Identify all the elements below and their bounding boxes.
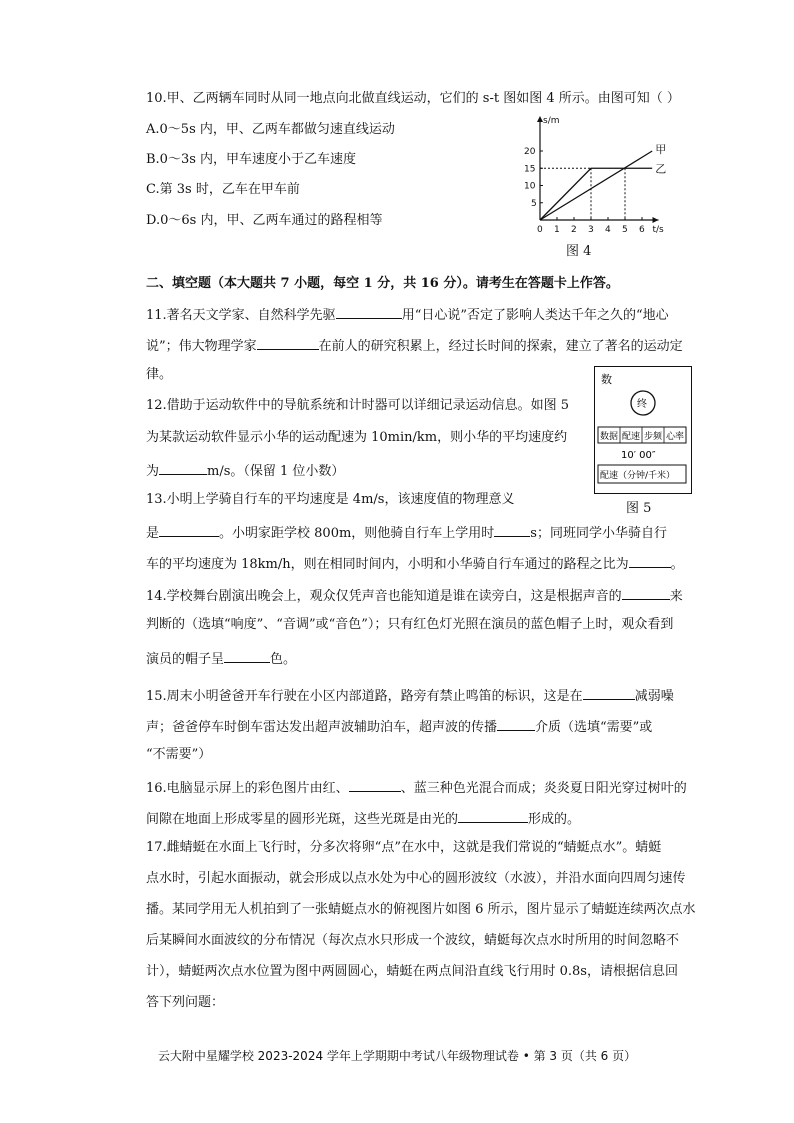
- q10-option-b: B.0～3s 内，甲车速度小于乙车速度: [146, 152, 357, 167]
- fig5-cell-pace: 配速: [622, 432, 641, 442]
- q12-text-3b: m/s。（保留 1 位小数）: [207, 464, 345, 479]
- fig5-cell-data: 数据: [600, 432, 619, 442]
- q17-line-3: 播。某同学用无人机拍到了一张蜻蜓点水的俯视图片如图 6 所示，图片显示了蜻蜓连续两次点水: [146, 902, 696, 917]
- q10-option-a: A.0～5s 内，甲、乙两车都做匀速直线运动: [146, 122, 395, 137]
- q11-text-1b: 用“日心说”否定了影响人类达千年之久的“地心: [401, 308, 669, 323]
- q16-blank-2: [458, 808, 528, 823]
- q17-line-5: 计），蜻蜓两次点水位置为图中两圆圆心，蜻蜓在两点间沿直线飞行用时 0.8s，请根据信息回: [146, 964, 678, 979]
- q14-text-3a: 演员的帽子呈: [146, 652, 225, 667]
- series-line-jia: [540, 151, 652, 220]
- q15-text-2a: 声；爸爸停车时倒车雷达发出超声波辅助泊车，超声波的传播: [146, 720, 498, 735]
- q15-text-2b: 介质（选填“需要”或: [535, 720, 653, 735]
- q16-text-1a: 16.电脑显示屏上的彩色图片由红、: [146, 781, 349, 796]
- y-tick-label: 10: [524, 181, 536, 192]
- fig5-pace-value: 10′ 00″: [621, 450, 656, 461]
- fig5-cell-cadence: 步频: [644, 432, 663, 442]
- q10-option-c: C.第 3s 时，乙车在甲车前: [146, 182, 300, 197]
- fig5-pace-unit: 配速（分钟/千米）: [600, 471, 676, 481]
- figure-5-app-screen: [594, 366, 692, 494]
- q17-line-1: 17.雌蜻蜓在水面上飞行时，分多次将卵“点”在水中，这就是我们常说的“蜻蜓点水”。蜻蜓: [146, 840, 662, 855]
- x-tick-label: 4: [605, 225, 611, 235]
- q14-text-1b: 来: [669, 589, 683, 604]
- q10-option-d: D.0～6s 内，甲、乙两车通过的路程相等: [146, 213, 383, 228]
- x-tick-label: 6: [639, 225, 645, 235]
- q15-text-1b: 减弱噪: [634, 689, 674, 704]
- q16-text-1b: 、蓝三种色光混合而成；炎炎夏日阳光穿过树叶的: [400, 781, 687, 796]
- q14-line-2: 判断的（选填“响度”、“音调”或“音色”）；只有红色灯光照在演员的蓝色帽子上时，观众看到: [146, 617, 674, 632]
- q13-text-2a: 是: [146, 526, 160, 541]
- q12-line-3: [146, 460, 344, 481]
- x-tick-label: 1: [554, 225, 560, 235]
- q15-blank-1: [583, 685, 635, 700]
- q13-line-1: 13.小明上学骑自行车的平均速度是 4m/s，该速度值的物理意义: [146, 492, 515, 507]
- q13-text-2c: s；同班同学小华骑自行: [530, 526, 667, 541]
- q10-stem: 10.甲、乙两辆车同时从同一地点向北做直线运动，它们的 s-t 图如图 4 所示。由图可知（ ）: [146, 91, 680, 106]
- q12-line-1: 12.借助于运动软件中的导航系统和计时器可以详细记录运动信息。如图 5: [146, 398, 570, 413]
- q15-line-1: [146, 685, 674, 706]
- q17-line-6: 答下列问题：: [146, 995, 225, 1010]
- series-label-yi: 乙: [655, 162, 667, 176]
- q14-text-1a: 14.学校舞台剧演出晚会上，观众仅凭声音也能知道是谁在读旁白，这是根据声音的: [146, 589, 622, 604]
- q14-blank-2: [224, 648, 270, 663]
- q13-line-3: [146, 553, 684, 574]
- q13-line-2: [146, 522, 667, 543]
- fig5-finish-button-label: 终: [637, 399, 647, 410]
- figure-4-st-chart: [522, 112, 682, 237]
- q11-text-2a: 说”；伟大物理学家: [146, 339, 257, 354]
- q15-text-1a: 15.周末小明爸爸开车行驶在小区内部道路，路旁有禁止鸣笛的标识，这是在: [146, 689, 583, 704]
- q11-line-2: [146, 335, 683, 356]
- q15-blank-2: [497, 716, 535, 731]
- x-tick-label: 2: [571, 225, 577, 235]
- series-label-jia: 甲: [655, 143, 667, 156]
- q13-blank-2: [494, 522, 530, 537]
- q13-text-3b: 。: [670, 557, 684, 572]
- x-axis-label: t/s: [652, 225, 664, 235]
- q17-line-2: 点水时，引起水面振动，就会形成以点水处为中心的圆形波纹（水波），并沿水面向四周匀速传: [146, 871, 686, 886]
- fig5-cell-heart-rate: 心率: [666, 432, 685, 442]
- figure-4-caption: 图 4: [566, 244, 592, 259]
- q14-text-3b: 色。: [270, 652, 297, 667]
- q16-line-1: [146, 777, 687, 798]
- q12-line-2: 为某款运动软件显示小华的运动配速为 10min/km，则小华的平均速度约: [146, 430, 568, 445]
- q15-line-3: “不需要”）: [146, 747, 212, 762]
- q13-blank-1: [159, 522, 219, 537]
- q11-blank-1: [336, 304, 402, 319]
- figure-5-caption: 图 5: [626, 501, 652, 516]
- q14-blank-1: [622, 585, 670, 600]
- x-tick-label: 3: [588, 225, 594, 235]
- q11-line-3: 律。: [146, 367, 173, 382]
- q11-text-1a: 11.著名天文学家、自然科学先驱: [146, 308, 336, 323]
- q16-text-2a: 间隙在地面上形成零星的圆形光斑，这些光斑是由光的: [146, 812, 459, 827]
- y-tick-label: 15: [524, 164, 536, 175]
- x-axis-arrow: [653, 217, 659, 223]
- q13-blank-3: [629, 553, 671, 568]
- q11-line-1: [146, 304, 669, 325]
- q16-blank-1: [349, 777, 401, 792]
- q14-line-3: [146, 648, 296, 669]
- fig5-top-char: 数: [601, 373, 612, 386]
- q17-line-4: 后某瞬间水面波纹的分布情况（每次点水只形成一个波纹，蜻蜓每次点水时所用的时间忽略不: [146, 933, 680, 948]
- page-footer: 云大附中星耀学校 2023-2024 学年上学期期中考试八年级物理试卷 • 第 3 页（共 6 页）: [157, 1049, 637, 1063]
- x-tick-label: 0: [537, 225, 543, 235]
- q12-blank: [159, 460, 207, 475]
- q16-text-2b: 形成的。: [528, 812, 581, 827]
- y-axis-label: s/m: [543, 116, 560, 126]
- y-tick-label: 5: [531, 198, 537, 209]
- q16-line-2: [146, 808, 580, 829]
- y-tick-label: 20: [524, 147, 536, 157]
- q12-text-3a: 为: [146, 464, 160, 479]
- q11-blank-2: [257, 335, 319, 350]
- q13-text-2b: 。小明家距学校 800m，则他骑自行车上学用时: [219, 526, 495, 541]
- q13-text-3a: 车的平均速度为 18km/h，则在相同时间内，小明和小华骑自行车通过的路程之比为: [146, 557, 629, 572]
- q14-line-1: [146, 585, 683, 606]
- series-line-yi: [540, 168, 652, 220]
- x-tick-label: 5: [622, 225, 628, 235]
- section-2-heading: 二、填空题（本大题共 7 小题，每空 1 分，共 16 分）。请考生在答题卡上作答。: [146, 276, 619, 291]
- q15-line-2: [146, 716, 652, 737]
- q11-text-2b: 在前人的研究积累上，经过长时间的探索，建立了著名的运动定: [318, 339, 683, 354]
